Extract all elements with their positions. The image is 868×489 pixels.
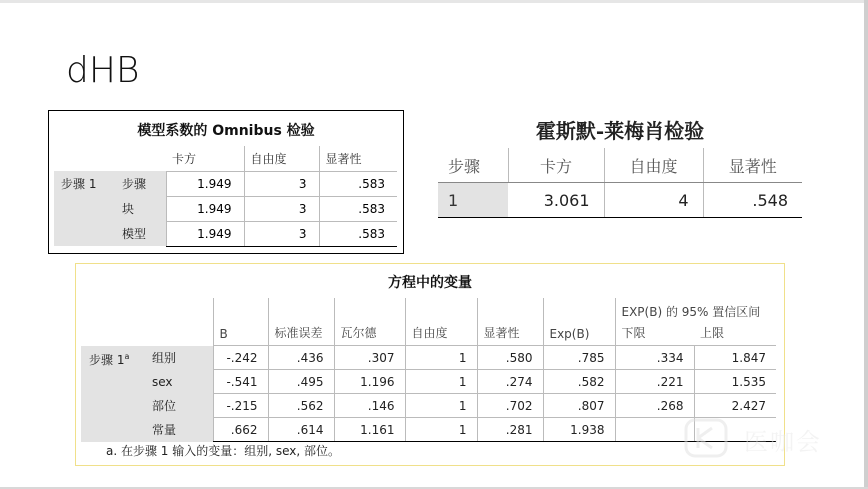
vars-cell-sig: .702 bbox=[477, 394, 543, 418]
omnibus-grid bbox=[54, 146, 397, 247]
vars-cell-wald: 1.161 bbox=[334, 418, 405, 442]
vars-cell-upper: 2.427 bbox=[694, 394, 776, 418]
vars-row-label: 组别 bbox=[146, 346, 213, 370]
omnibus-cell-chi: 1.949 bbox=[166, 221, 244, 246]
hl-header-row bbox=[438, 148, 802, 183]
hl-cell-sig: .548 bbox=[703, 183, 802, 218]
omnibus-header-blank bbox=[116, 146, 166, 171]
omnibus-row-label: 块 bbox=[116, 196, 166, 221]
hosmer-lemeshow-table bbox=[438, 112, 802, 212]
vars-header-row-1 bbox=[81, 298, 776, 324]
slide-right-border bbox=[864, 0, 868, 489]
vars-header-row-2 bbox=[81, 324, 776, 346]
vars-cell-se: .495 bbox=[268, 370, 334, 394]
vars-cell-lower bbox=[615, 418, 694, 442]
omnibus-cell-chi: 1.949 bbox=[166, 171, 244, 196]
hl-grid bbox=[438, 148, 802, 218]
vars-cell-se: .614 bbox=[268, 418, 334, 442]
hl-header-chi: 卡方 bbox=[508, 148, 604, 183]
omnibus-row-label: 步骤 bbox=[116, 171, 166, 196]
vars-cell-wald: 1.196 bbox=[334, 370, 405, 394]
omnibus-row-label: 模型 bbox=[116, 221, 166, 246]
omnibus-cell-sig: .583 bbox=[319, 196, 397, 221]
vars-cell-b: -.242 bbox=[213, 346, 268, 370]
vars-cell-sig: .580 bbox=[477, 346, 543, 370]
vars-header-expb: Exp(B) bbox=[543, 324, 615, 346]
vars-cell-se: .562 bbox=[268, 394, 334, 418]
vars-cell-expb: 1.938 bbox=[543, 418, 615, 442]
vars-cell-expb: .785 bbox=[543, 346, 615, 370]
hl-cell-chi: 3.061 bbox=[508, 183, 604, 218]
slide-top-border bbox=[0, 0, 868, 3]
vars-header-ci: EXP(B) 的 95% 置信区间 bbox=[615, 298, 776, 324]
omnibus-title: 模型系数的 Omnibus 检验 bbox=[137, 123, 315, 139]
vars-cell-expb: .582 bbox=[543, 370, 615, 394]
table-row bbox=[54, 171, 397, 196]
hl-header-df: 自由度 bbox=[604, 148, 703, 183]
omnibus-cell-df: 3 bbox=[244, 196, 319, 221]
vars-grid bbox=[81, 298, 776, 442]
watermark-text: 医咖会 bbox=[744, 428, 822, 456]
vars-cell-b: -.215 bbox=[213, 394, 268, 418]
table-row bbox=[81, 370, 776, 394]
hl-header-sig: 显著性 bbox=[703, 148, 802, 183]
vars-header-b: B bbox=[213, 324, 268, 346]
omnibus-header-row bbox=[54, 146, 397, 171]
vars-group-label: 步骤 1$^a$ bbox=[81, 346, 146, 442]
omnibus-cell-df: 3 bbox=[244, 221, 319, 246]
table-row bbox=[81, 394, 776, 418]
hl-cell-df: 4 bbox=[604, 183, 703, 218]
vars-row-label: 部位 bbox=[146, 394, 213, 418]
vars-cell-lower: .334 bbox=[615, 346, 694, 370]
vars-header-se: 标准误差 bbox=[268, 324, 334, 346]
omnibus-cell-chi: 1.949 bbox=[166, 196, 244, 221]
hl-header-step: 步骤 bbox=[438, 148, 508, 183]
vars-header-upper: 上限 bbox=[694, 324, 776, 346]
omnibus-test-table bbox=[48, 110, 404, 254]
vars-cell-expb: .807 bbox=[543, 394, 615, 418]
vars-cell-lower: .221 bbox=[615, 370, 694, 394]
vars-title: 方程中的变量 bbox=[388, 275, 472, 291]
logo-icon bbox=[684, 418, 734, 458]
hl-cell-step: 1 bbox=[438, 183, 508, 218]
vars-cell-se: .436 bbox=[268, 346, 334, 370]
omnibus-cell-sig: .583 bbox=[319, 221, 397, 246]
vars-header-lower: 下限 bbox=[615, 324, 694, 346]
slide-title: dHB bbox=[66, 50, 140, 91]
omnibus-group-label: 步骤 1 bbox=[54, 171, 116, 246]
vars-cell-upper: 1.535 bbox=[694, 370, 776, 394]
omnibus-cell-df: 3 bbox=[244, 171, 319, 196]
vars-header-df: 自由度 bbox=[405, 324, 477, 346]
vars-cell-b: -.541 bbox=[213, 370, 268, 394]
vars-header-wald: 瓦尔德 bbox=[334, 324, 405, 346]
vars-cell-df: 1 bbox=[405, 418, 477, 442]
vars-cell-upper: 1.847 bbox=[694, 346, 776, 370]
vars-row-label: sex bbox=[146, 370, 213, 394]
omnibus-cell-sig: .583 bbox=[319, 171, 397, 196]
variables-in-equation-table bbox=[75, 263, 785, 466]
vars-cell-lower: .268 bbox=[615, 394, 694, 418]
vars-cell-sig: .274 bbox=[477, 370, 543, 394]
hl-title: 霍斯默-莱梅肖检验 bbox=[535, 119, 705, 143]
omnibus-header-sig: 显著性 bbox=[319, 146, 397, 171]
table-row bbox=[438, 183, 802, 218]
vars-cell-b: .662 bbox=[213, 418, 268, 442]
table-row bbox=[81, 418, 776, 442]
omnibus-header-blank bbox=[54, 146, 116, 171]
vars-cell-wald: .307 bbox=[334, 346, 405, 370]
watermark bbox=[684, 418, 844, 458]
vars-header-sig: 显著性 bbox=[477, 324, 543, 346]
omnibus-header-chi: 卡方 bbox=[166, 146, 244, 171]
vars-cell-df: 1 bbox=[405, 346, 477, 370]
table-row bbox=[81, 346, 776, 370]
vars-footnote: a. 在步骤 1 输入的变量：组别, sex, 部位。 bbox=[106, 444, 341, 458]
vars-cell-wald: .146 bbox=[334, 394, 405, 418]
vars-cell-sig: .281 bbox=[477, 418, 543, 442]
vars-row-label: 常量 bbox=[146, 418, 213, 442]
vars-cell-df: 1 bbox=[405, 370, 477, 394]
omnibus-header-df: 自由度 bbox=[244, 146, 319, 171]
vars-cell-df: 1 bbox=[405, 394, 477, 418]
